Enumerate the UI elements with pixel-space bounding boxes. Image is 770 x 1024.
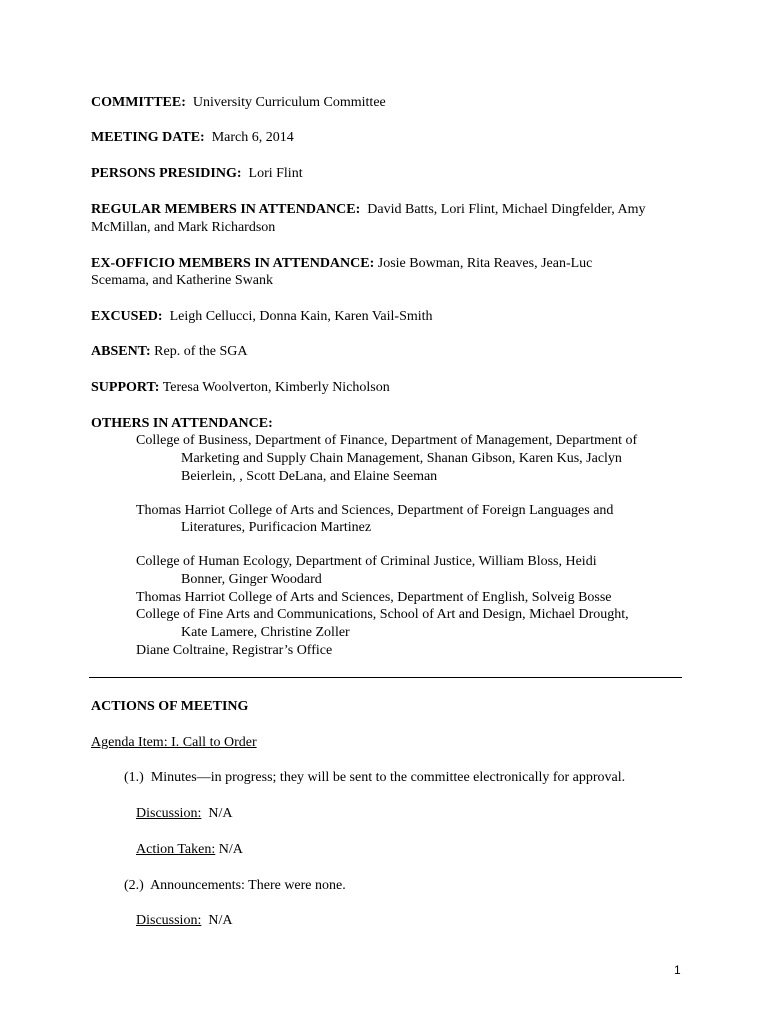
item-text: Announcements: There were none.: [150, 878, 346, 893]
meeting-date-value: March 6, 2014: [211, 130, 294, 145]
agenda-item-heading: Agenda Item: I. Call to Order: [91, 735, 257, 750]
presiding-line: [91, 165, 303, 183]
support-line: [91, 379, 390, 397]
meeting-date-line: [91, 129, 294, 147]
discussion-label: Discussion:: [136, 806, 202, 821]
others-entry-line: College of Fine Arts and Communications, School of Art and Design, Michael Drought,: [136, 607, 629, 622]
support-value: Teresa Woolverton, Kimberly Nicholson: [162, 380, 390, 395]
others-entry-line: Beierlein, , Scott DeLana, and Elaine Seeman: [181, 469, 438, 484]
section-divider: [89, 677, 682, 678]
others-entry-line: Marketing and Supply Chain Management, Shanan Gibson, Karen Kus, Jaclyn: [181, 451, 622, 466]
discussion-line: [136, 805, 232, 823]
agenda-item-1: [124, 769, 625, 787]
discussion-value: N/A: [208, 913, 233, 928]
excused-line: [91, 308, 433, 326]
absent-line: [91, 343, 247, 361]
action-taken-value: N/A: [218, 842, 243, 857]
presiding-value: Lori Flint: [248, 166, 303, 181]
regular-members-label: REGULAR MEMBERS IN ATTENDANCE:: [91, 202, 361, 217]
committee-value: University Curriculum Committee: [192, 95, 386, 110]
others-entry-line: Thomas Harriot College of Arts and Sciences, Department of Foreign Languages and: [136, 503, 614, 518]
exofficio-members-value: Josie Bowman, Rita Reaves, Jean-Luc: [377, 256, 593, 271]
discussion-value: N/A: [208, 806, 233, 821]
others-entry-line: Literatures, Purificacion Martinez: [181, 520, 372, 535]
item-text: Minutes—in progress; they will be sent to the committee electronically for approval.: [150, 770, 626, 785]
others-heading: [91, 415, 273, 433]
support-label: SUPPORT:: [91, 380, 160, 395]
committee-label: COMMITTEE:: [91, 95, 186, 110]
agenda-item-2: [124, 877, 346, 895]
action-taken-label: Action Taken:: [136, 842, 216, 857]
presiding-label: PERSONS PRESIDING:: [91, 166, 242, 181]
regular-members-value: David Batts, Lori Flint, Michael Dingfelder, Amy: [367, 202, 646, 217]
exofficio-members-line: [91, 255, 592, 273]
others-entry-line: Kate Lamere, Christine Zoller: [181, 625, 350, 640]
excused-value: Leigh Cellucci, Donna Kain, Karen Vail-Smith: [169, 309, 433, 324]
item-number: (2.): [124, 878, 144, 893]
actions-heading-text: ACTIONS OF MEETING: [91, 699, 249, 714]
page-number: 1: [674, 963, 681, 977]
regular-members-line-2: McMillan, and Mark Richardson: [91, 220, 276, 235]
others-entry-line: Thomas Harriot College of Arts and Sciences, Department of English, Solveig Bosse: [136, 590, 612, 605]
meeting-date-label: MEETING DATE:: [91, 130, 205, 145]
action-taken-line: [136, 841, 243, 859]
others-label: OTHERS IN ATTENDANCE:: [91, 416, 273, 431]
actions-heading: [91, 698, 248, 716]
others-entry-line: Diane Coltraine, Registrar’s Office: [136, 643, 333, 658]
exofficio-members-line-2: Scemama, and Katherine Swank: [91, 273, 273, 288]
absent-value: Rep. of the SGA: [154, 344, 248, 359]
absent-label: ABSENT:: [91, 344, 151, 359]
item-number: (1.): [124, 770, 144, 785]
excused-label: EXCUSED:: [91, 309, 163, 324]
exofficio-members-label: EX-OFFICIO MEMBERS IN ATTENDANCE:: [91, 256, 375, 271]
others-entry-line: College of Human Ecology, Department of Criminal Justice, William Bloss, Heidi: [136, 554, 597, 569]
discussion-label: Discussion:: [136, 913, 202, 928]
discussion-line: [136, 912, 232, 930]
regular-members-line: [91, 201, 646, 219]
others-entry-line: Bonner, Ginger Woodard: [181, 572, 322, 587]
others-entry-line: College of Business, Department of Finance, Department of Management, Department of: [136, 433, 638, 448]
committee-line: [91, 94, 386, 112]
